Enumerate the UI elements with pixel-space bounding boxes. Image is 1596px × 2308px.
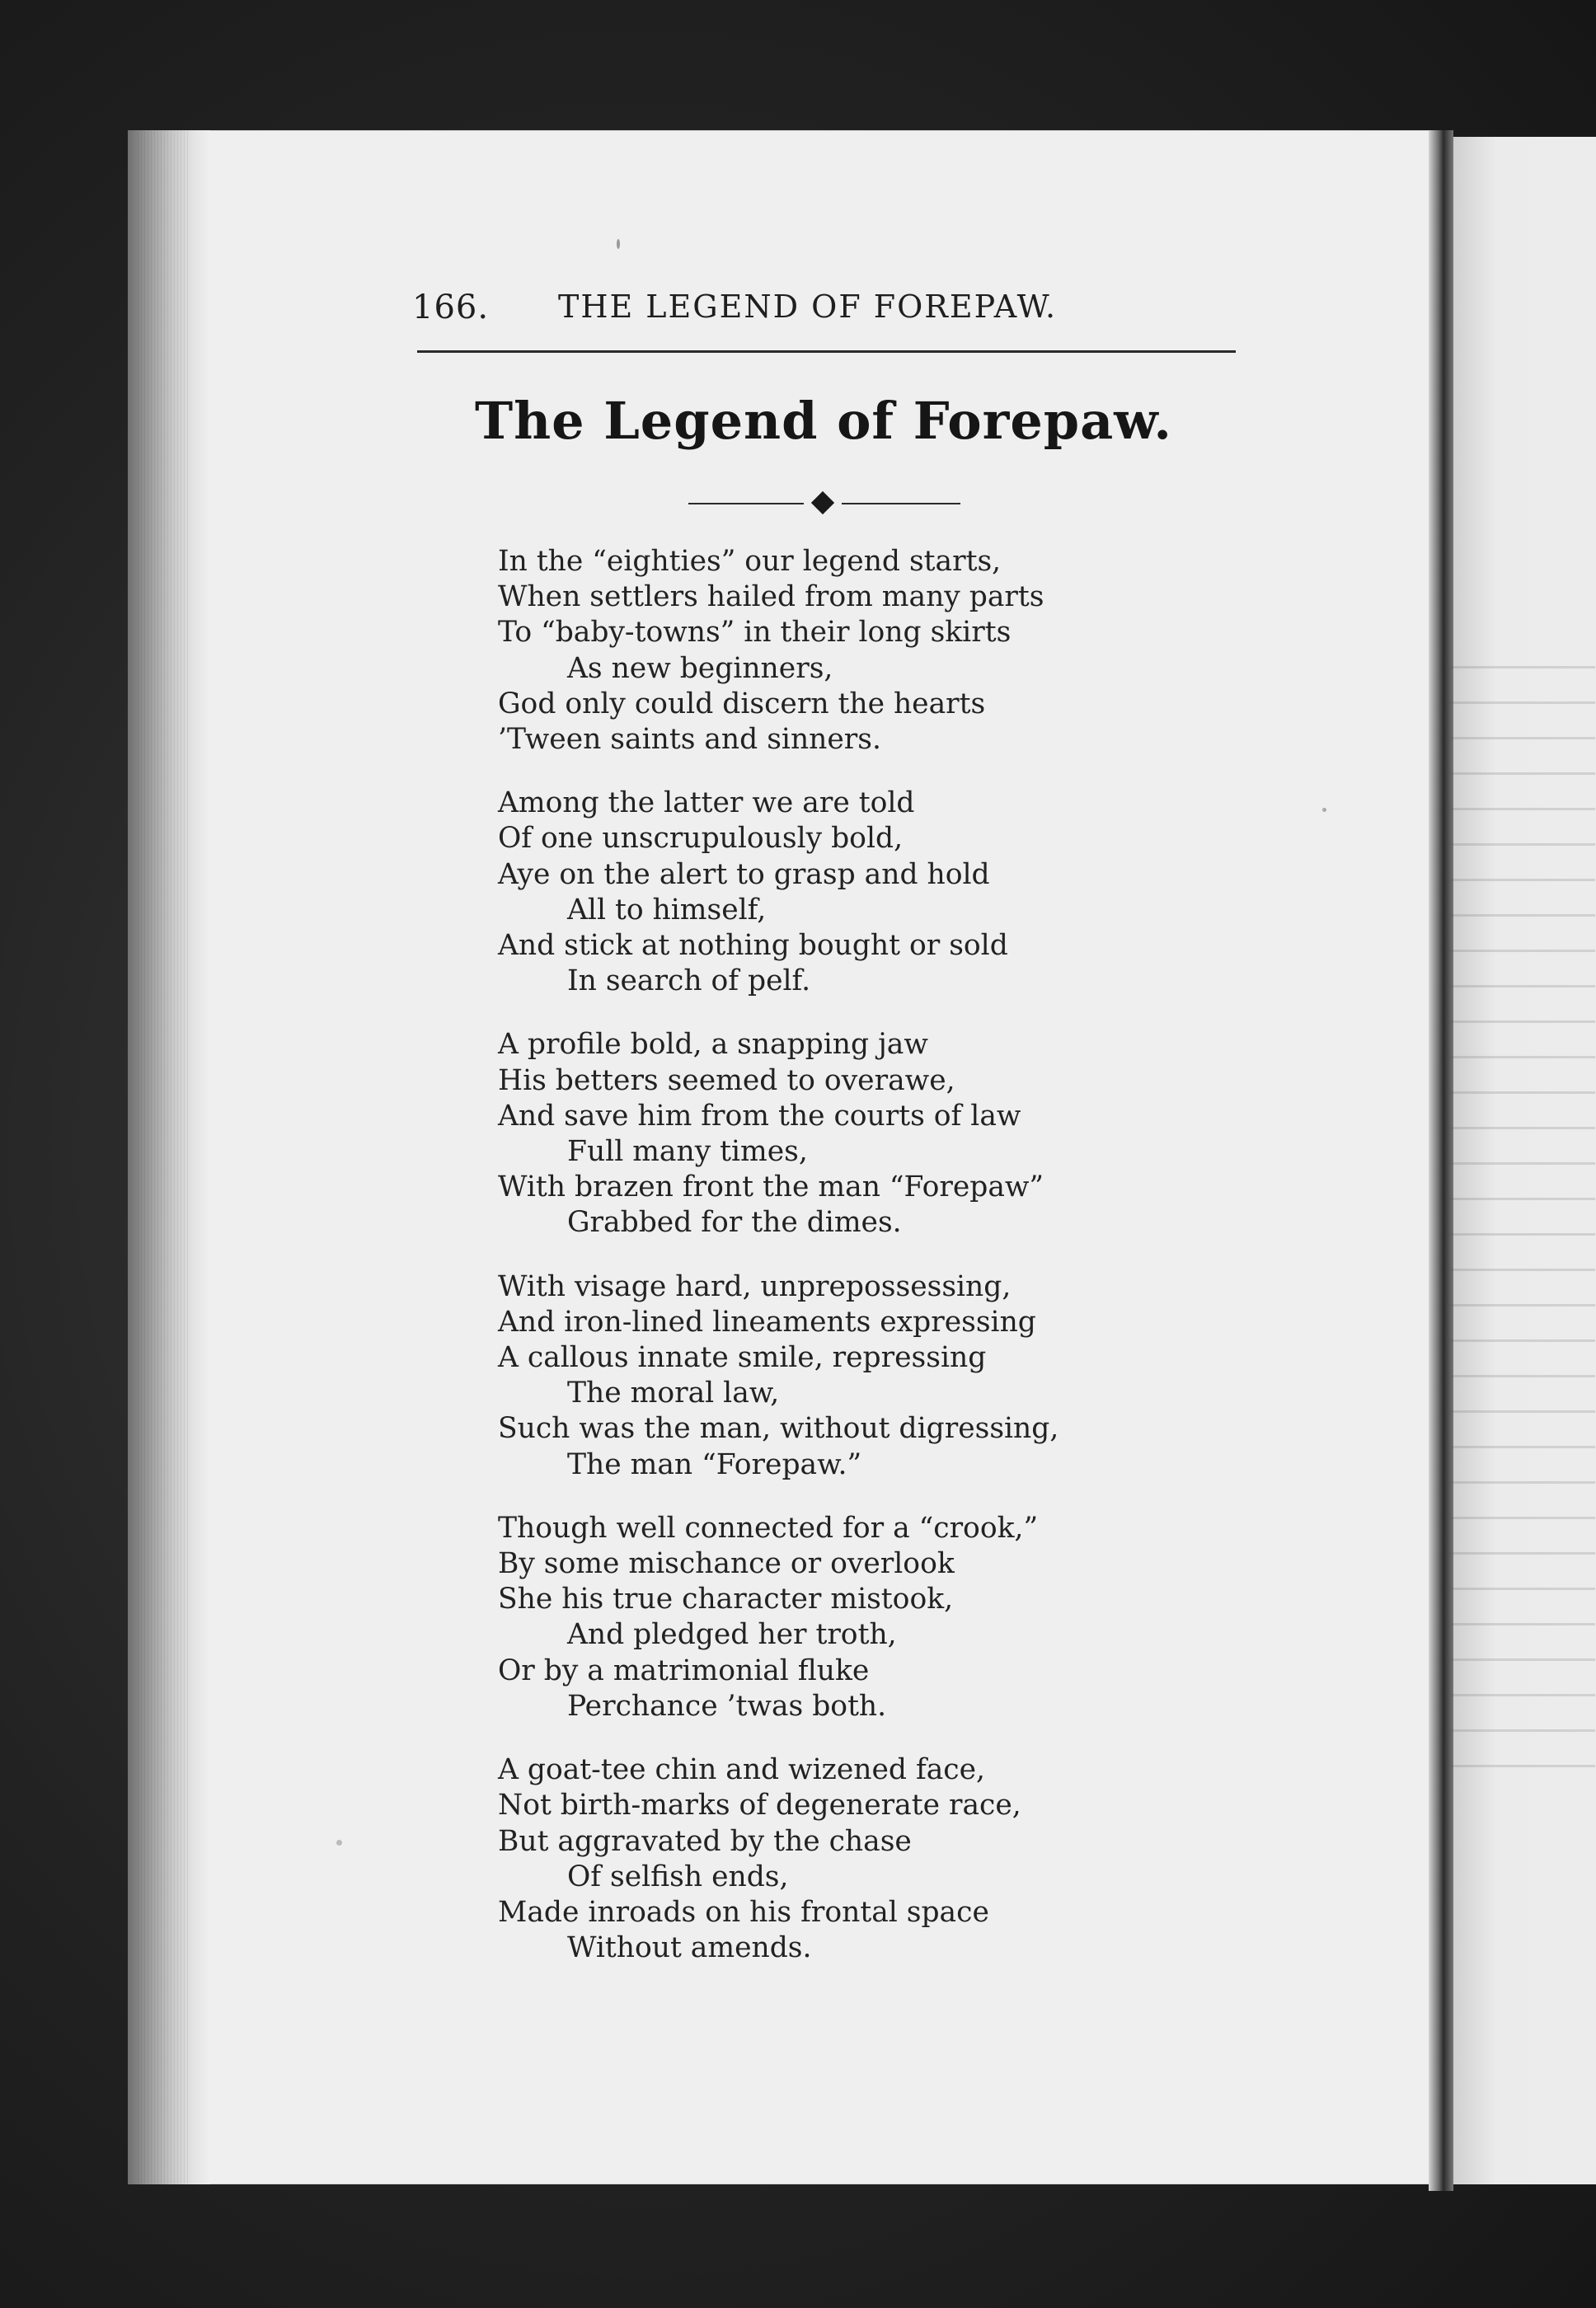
stanza (498, 1027, 1240, 1241)
poem-line: In search of pelf. (567, 964, 811, 998)
poem-line: Of one unscrupulously bold, (498, 822, 904, 856)
poem-line: To “baby-towns” in their long skirts (498, 616, 1012, 650)
poem-line: With brazen front the man “Forepaw” (498, 1170, 1044, 1204)
poem-line: Made inroads on his frontal space (498, 1895, 989, 1929)
poem-line: God only could discern the hearts (498, 687, 986, 720)
poem-line: All to himself, (567, 893, 767, 926)
stanza (498, 1269, 1240, 1483)
poem-title: The Legend of Forepaw. (474, 391, 1173, 451)
scan-speck (336, 1840, 342, 1846)
poem-line: Though well connected for a “crook,” (498, 1511, 1039, 1545)
poem-line: When settlers hailed from many parts (498, 580, 1044, 614)
poem-line: As new beginners, (567, 651, 833, 685)
scan-speck (1322, 808, 1326, 812)
poem-line: Without amends. (567, 1931, 812, 1965)
poem-line: A profile bold, a snapping jaw (498, 1028, 928, 1062)
poem-line: By some mischance or overlook (498, 1547, 955, 1581)
running-title: THE LEGEND OF FOREPAW. (558, 288, 1058, 325)
poem-line: With visage hard, unprepossessing, (498, 1269, 1012, 1303)
poem-line: In the “eighties” our legend starts, (498, 545, 1002, 578)
page-stack-edge (128, 130, 210, 2184)
poem-line: A goat-tee chin and wizened face, (498, 1753, 985, 1787)
ornament-rule-left (688, 503, 804, 504)
page-number: 166. (412, 288, 490, 326)
poem-line: Grabbed for the dimes. (567, 1206, 902, 1240)
poem-line: And stick at nothing bought or sold (498, 929, 1008, 963)
poem-line: Full many times, (567, 1135, 808, 1169)
stanza (498, 544, 1240, 758)
poem-line: Perchance ’twas both. (567, 1689, 887, 1723)
poem-line: She his true character mistook, (498, 1583, 954, 1616)
page-stack-lines (138, 130, 190, 2184)
scan-speck (617, 239, 620, 249)
poem-line: His betters seemed to overawe, (498, 1063, 955, 1097)
poem-line: The man “Forepaw.” (567, 1447, 862, 1481)
poem-line: Such was the man, without digressing, (498, 1412, 1059, 1446)
poem-line: Aye on the alert to grasp and hold (498, 857, 990, 891)
poem-line: Of selfish ends, (567, 1860, 789, 1893)
header-rule (417, 350, 1236, 353)
poem-line: Not birth-marks of degenerate race, (498, 1789, 1021, 1822)
running-header (412, 288, 1235, 330)
poem-line: But aggravated by the chase (498, 1824, 912, 1858)
bleed-through-text (1447, 641, 1595, 1795)
poem-line: The moral law, (567, 1377, 780, 1410)
stanza (498, 786, 1240, 999)
poem-line: Or by a matrimonial fluke (498, 1654, 870, 1687)
poem-line: And pledged her troth, (567, 1618, 897, 1652)
stanza (498, 1752, 1240, 1966)
poem-line: Among the latter we are told (498, 786, 915, 820)
poem-line: And iron-lined lineaments expressing (498, 1305, 1036, 1339)
poem-body (498, 544, 1240, 1994)
poem-line: A callous innate smile, repressing (498, 1341, 987, 1375)
title-ornament (688, 491, 960, 516)
ornament-rule-right (842, 503, 960, 504)
poem-line: ’Tween saints and sinners. (498, 723, 881, 757)
poem-line: And save him from the courts of law (498, 1099, 1021, 1133)
diamond-ornament-icon (811, 491, 834, 514)
stanza (498, 1511, 1240, 1724)
